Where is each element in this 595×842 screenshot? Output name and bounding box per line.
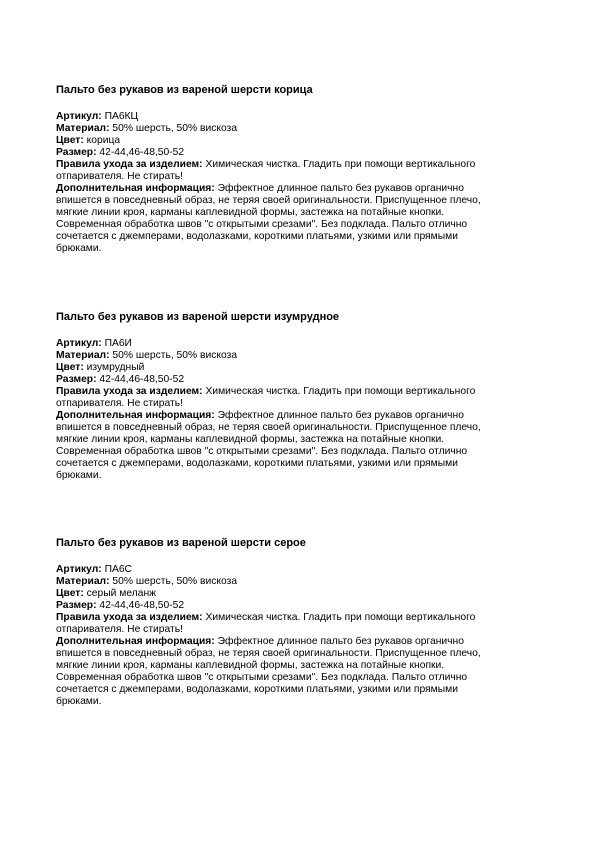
article-value: ПА6КЦ [104, 111, 139, 122]
product-title: Пальто без рукавов из вареной шерсти серое [56, 537, 306, 549]
info-text-line: брюками. [56, 696, 102, 707]
care-row [56, 159, 556, 171]
info-text-line: брюками. [56, 470, 102, 481]
size-value: 42-44,46-48,50-52 [99, 600, 185, 611]
size-value: 42-44,46-48,50-52 [99, 374, 185, 385]
info-text-line: впишется в повседневный образ, не теряя своей оригинальности. Приспущенное плечо, [56, 648, 481, 659]
size-value: 42-44,46-48,50-52 [99, 147, 185, 158]
care-row [56, 386, 556, 398]
color-label: Цвет: [56, 362, 84, 373]
color-value: серый меланж [86, 588, 157, 599]
product-block [56, 537, 556, 708]
material-value: 50% шерсть, 50% вискоза [112, 576, 238, 587]
product-title: Пальто без рукавов из вареной шерсти корица [56, 84, 313, 96]
material-row [56, 576, 556, 588]
info-text-line: впишется в повседневный образ, не теряя своей оригинальности. Приспущенное плечо, [56, 195, 481, 206]
product-block [56, 311, 556, 482]
info-text-line: Современная обработка швов "с открытыми срезами". Без подклада. Пальто отлично [56, 672, 468, 683]
care-text-line: отпаривателя. Не стирать! [56, 398, 183, 409]
size-label: Размер: [56, 600, 97, 611]
color-value: изумрудный [86, 362, 145, 373]
size-row [56, 147, 556, 159]
product-block [56, 84, 556, 255]
color-row [56, 135, 556, 147]
care-label: Правила ухода за изделием: [56, 159, 203, 170]
article-row [56, 111, 556, 123]
article-label: Артикул: [56, 338, 102, 349]
info-text-line: сочетается с джемперами, водолазками, короткими платьями, узкими или прямыми [56, 684, 458, 695]
info-text-line: Современная обработка швов "с открытыми срезами". Без подклада. Пальто отлично [56, 219, 468, 230]
size-row [56, 600, 556, 612]
material-value: 50% шерсть, 50% вискоза [112, 350, 238, 361]
care-label: Правила ухода за изделием: [56, 612, 203, 623]
info-row [56, 636, 556, 648]
info-text-line: брюками. [56, 243, 102, 254]
care-text-line: Химическая чистка. Гладить при помощи вертикального [205, 612, 476, 623]
care-text-line: Химическая чистка. Гладить при помощи вертикального [205, 159, 476, 170]
info-text-line: мягкие линии кроя, карманы каплевидной формы, застежка на потайные кнопки. [56, 207, 445, 218]
article-value: ПА6С [104, 564, 132, 575]
size-label: Размер: [56, 374, 97, 385]
color-row [56, 588, 556, 600]
size-label: Размер: [56, 147, 97, 158]
color-value: корица [86, 135, 121, 146]
info-label: Дополнительная информация: [56, 410, 215, 421]
info-row [56, 183, 556, 195]
color-label: Цвет: [56, 135, 84, 146]
info-label: Дополнительная информация: [56, 183, 215, 194]
info-row [56, 410, 556, 422]
info-label: Дополнительная информация: [56, 636, 215, 647]
material-row [56, 350, 556, 362]
product-title: Пальто без рукавов из вареной шерсти изумрудное [56, 311, 340, 323]
material-label: Материал: [56, 123, 110, 134]
info-text-line: мягкие линии кроя, карманы каплевидной формы, застежка на потайные кнопки. [56, 660, 445, 671]
care-text-line: отпаривателя. Не стирать! [56, 624, 183, 635]
article-value: ПА6И [104, 338, 132, 349]
info-text-line: Современная обработка швов "с открытыми срезами". Без подклада. Пальто отлично [56, 446, 468, 457]
info-text-line: Эффектное длинное пальто без рукавов органично [217, 410, 464, 421]
care-row [56, 612, 556, 624]
info-text-line: впишется в повседневный образ, не теряя своей оригинальности. Приспущенное плечо, [56, 422, 481, 433]
article-row [56, 564, 556, 576]
info-text-line: Эффектное длинное пальто без рукавов органично [217, 636, 464, 647]
material-row [56, 123, 556, 135]
info-text-line: сочетается с джемперами, водолазками, короткими платьями, узкими или прямыми [56, 231, 458, 242]
info-text-line: мягкие линии кроя, карманы каплевидной формы, застежка на потайные кнопки. [56, 434, 445, 445]
care-text-line: отпаривателя. Не стирать! [56, 171, 183, 182]
article-label: Артикул: [56, 564, 102, 575]
article-row [56, 338, 556, 350]
article-label: Артикул: [56, 111, 102, 122]
material-label: Материал: [56, 350, 110, 361]
info-text-line: Эффектное длинное пальто без рукавов органично [217, 183, 464, 194]
care-text-line: Химическая чистка. Гладить при помощи вертикального [205, 386, 476, 397]
size-row [56, 374, 556, 386]
color-row [56, 362, 556, 374]
material-value: 50% шерсть, 50% вискоза [112, 123, 238, 134]
color-label: Цвет: [56, 588, 84, 599]
care-label: Правила ухода за изделием: [56, 386, 203, 397]
info-text-line: сочетается с джемперами, водолазками, короткими платьями, узкими или прямыми [56, 458, 458, 469]
material-label: Материал: [56, 576, 110, 587]
